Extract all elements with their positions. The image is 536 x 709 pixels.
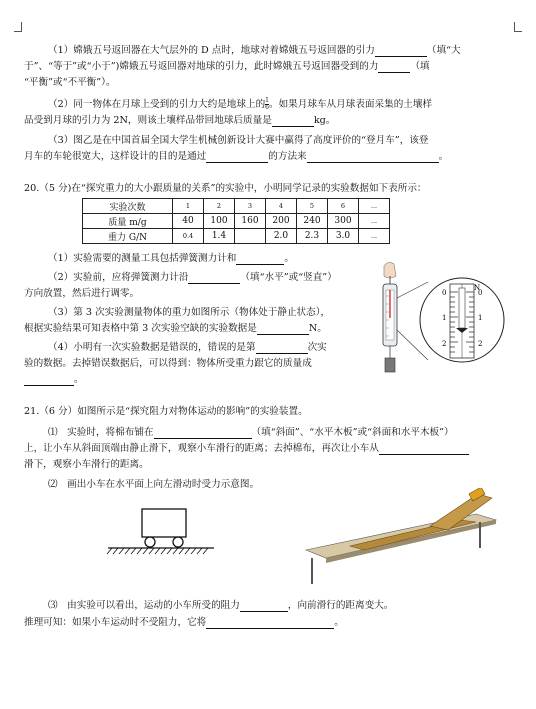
spring-scale-figure [370,260,510,385]
weight-block [385,358,395,372]
q21-part1-line1: ⑴ 实验时，将棉布铺在 （填“斜面”、“水平木板”或“斜面和水平木板”） [48,427,454,438]
table-row: 质量 m/g 40 100 160 200 240 300 ... [83,214,390,229]
q20-part4-line2: 验的数据。去掉错误数据后，可以得到：物体所受重力跟它的质量成 [24,358,312,369]
missing-value-cell[interactable] [235,229,266,244]
q19-part2-line2: 品受到月球的引力为 2N，则该土壤样品带回地球后质量是 kg。 [24,115,336,126]
hand-icon [384,262,396,278]
answer-blank[interactable] [378,62,410,73]
cart-wheel [173,537,183,547]
q19-part2-line1: （2）同一物体在月球上受到的引力大约是地球上的 $\frac{1}{6}$ 。如果月球车从月球表面采集的土壤样 [48,97,433,111]
answer-blank[interactable] [24,375,74,386]
crop-mark-top-right [514,22,522,32]
answer-blank[interactable] [188,273,240,284]
wood-track [350,520,476,550]
q19-part1-line3: “平衡”或“不平衡”）。 [24,77,116,88]
q21-part1-line3: 滑下，观察小车滑行的距离。 [24,459,149,470]
svg-text:2: 2 [442,340,447,348]
cart-figure [106,505,216,557]
svg-text:0: 0 [478,289,483,297]
svg-text:2: 2 [478,340,483,348]
q20-part4-line3: 。 [24,373,84,386]
crop-mark-top-left [14,22,22,32]
q19-part1-line1: （1）嫦娥五号返回器在大气层外的 D 点时，地球对着嫦娥五号返回器的引力 （填“大 [48,45,461,56]
q20-title: 20.（5 分)在“探究重力的大小跟质量的关系”的实验中，小明同学记录的实验数据如下表所示： [24,183,427,194]
table-row: 重力 G/N 0.4 1.4 2.0 2.3 3.0 ... [83,229,390,244]
q20-part4-line1: （4）小明有一次实验数据是错误的，错误的是第 次实 [48,342,327,353]
svg-text:0: 0 [442,289,447,297]
svg-text:1: 1 [478,314,483,322]
answer-blank[interactable] [375,46,427,57]
q20-part2-line2: 方向放置，然后进行调零。 [24,288,140,299]
q19-part3-line2: 月车的车轮很宽大，这样设计的目的是通过 的方法来 。 [24,151,449,162]
q20-part2-line1: （2）实验前，应将弹簧测力计沿 （填“水平”或“竖直”） [48,272,337,283]
q21-part2: ⑵ 画出小车在水平面上向左滑动时受力示意图。 [48,479,260,490]
answer-blank[interactable] [379,444,469,455]
answer-blank[interactable] [256,343,308,354]
q21-part3-line2: 推理可知：如果小车运动时不受阻力，它将 。 [24,617,344,628]
q19-part1-line2: 于”、“等于”或“小于”)嫦娥五号返回器对地球的引力，此时嫦娥五号返回器受到的力 （填 [24,61,430,72]
cart-wheel [145,537,155,547]
q19-part3-line1: （3）图乙是在中国首届全国大学生机械创新设计大赛中赢得了高度评价的“登月车”，该登 [48,135,429,146]
answer-blank[interactable] [257,324,309,335]
answer-blank[interactable] [206,152,268,163]
q21-part1-line2: 上，让小车从斜面顶端由静止滑下，观察小车滑行的距离；去掉棉布，再次让小车从 [24,442,469,455]
answer-blank[interactable] [154,428,252,439]
q21-title: 21.（6 分）如图所示是“探究阻力对物体运动的影响”的实验装置。 [24,406,308,417]
table-row: 实验次数 1 2 3 4 5 6 ... [83,199,390,214]
q20-part3-line1: （3）第 3 次实验测量物体的重力如图所示（物体处于静止状态）， [48,307,331,318]
fraction-one-sixth: $\frac{1}{6}$ [265,97,269,111]
answer-blank[interactable] [240,601,288,612]
answer-blank[interactable] [206,618,334,629]
data-table [82,198,390,244]
q21-part3-line1: ⑶ 由实验可以看出，运动的小车所受的阻力 ，向前滑行的距离变大。 [48,600,394,611]
answer-blank[interactable] [236,254,284,265]
svg-text:1: 1 [442,314,447,322]
svg-text:N: N [474,284,481,292]
q20-part1: （1）实验需要的测量工具包括弹簧测力计和 。 [48,253,294,264]
cart-body [142,509,186,537]
q20-part3-line2: 根据实验结果可知表格中第 3 次实验空缺的实验数据是 N。 [24,323,327,334]
answer-blank[interactable] [307,152,439,163]
ramp-apparatus-figure [300,488,500,588]
answer-blank[interactable] [272,116,314,127]
